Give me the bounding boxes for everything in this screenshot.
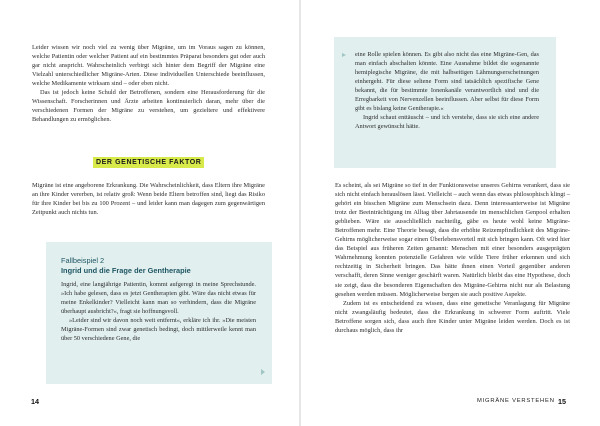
left-page [0,0,299,426]
running-title: MIGRÄNE VERSTEHEN [477,398,555,404]
right-body-text [335,181,570,335]
case-study-title: Ingrid und die Frage der Gentherapie [61,265,191,275]
section-heading: DER GENETISCHE FAKTOR [93,157,204,168]
intro-text [32,43,265,124]
intro-paragraph-2: Das ist jedoch keine Schuld der Betroffenen, sondern eine Herausforderung für die Wissenschaft. Forscherinnen und Ärzte arbeiten kontinuierlich daran, mehr über die verschiedenen Formen der Migräne zu verstehen, um gezieltere und effektivere Behandlungen zu ermöglichen. [32,89,265,124]
right-page [301,0,600,426]
case-study-box [46,242,272,384]
box-continued-paragraph-1: eine Rolle spielen können. Es gibt also nicht das eine Migräne-Gen, das man einfach abschalten könnte. Eine Ausnahme bildet die sogenannte hemiplegische Migräne, die mit halbseitigen Lähmungserscheinungen einhergeht. Für diese seltene Form sind tatsächlich spezifische Gene bekannt, die für bestimmte Ionenkanäle verantwortlich sind und die Erregbarkeit von Nervenzellen beeinflussen. Aber selbst für diese Form gibt es bislang keine Gentherapie.« [355,51,539,112]
case-study-box-continued [334,37,556,168]
body-paragraph-2: Zudem ist es entscheidend zu wissen, dass eine genetische Veranlagung für Migräne nicht zwangsläufig bedeutet, dass die Erkrankung in schwerer Form auftritt. Viele Betroffene sorgen sich, dass auch ihre Kinder unter Migräne leiden werden. Doch es ist durchaus möglich, dass ihr [335,299,570,334]
genetic-paragraph: Migräne ist eine angeborene Erkrankung. Die Wahrscheinlichkeit, dass Eltern ihre Migräne an ihre Kinder vererben, ist relativ groß: Wenn beide Eltern betroffen sind, liegt das Risiko für ihre Kinder bei bis zu 100 Prozent – und leider kann man dagegen zum gegenwärtigen Zeitpunkt auch nichts tun. [32,182,265,217]
page-number-right: 15 [558,397,566,406]
page-number-left: 14 [31,397,39,406]
intro-paragraph-1: Leider wissen wir noch viel zu wenig über Migräne, um im Voraus sagen zu können, welche Patientin oder welcher Patient auf ein bestimmtes Präparat besonders gut oder auch gar nicht anspricht. Wahrscheinlich verbirgt sich hinter dem Begriff der Migräne eine Vielzahl unterschiedlicher Migräne-Arten. Diese individuellen Unterschiede beeinflussen, welche Medikamente wirksam sind – oder eben nicht. [32,44,265,88]
body-paragraph-1: Es scheint, als sei Migräne so tief in der Funktionsweise unseres Gehirns verankert, dass sie sich nicht einfach herauslösen lässt. Vielleicht – auch wenn das etwas philosophisch klingt – gehört ein bisschen Migräne zum Menschsein dazu. Denn interessanterweise ist Migräne trotz der Beeinträchtigung im Alltag über Jahrtausende im menschlichen Genpool erhalten geblieben. Wäre sie ausschließlich nachteilig, gäbe es heute wohl keine Migräne-Betroffenen mehr. Eine Theorie besagt, dass die erhöhte Reizempfindlichkeit des Migräne-Gehirns möglicherweise sogar einen Überlebensvorteil mit sich bringen kann. Oft wird hier das Beispiel aus früheren Zeiten genannt: Menschen mit einer besonders ausgeprägten Wahrnehmung konnten potenzielle Gefahren wie wilde Tiere früher erkennen und sich rechtzeitig in Sicherheit bringen. Das hätte ihnen einen Vorteil gegenüber anderen verschafft, deren Sinne weniger geschärft waren. Natürlich bleibt das eine Hypothese, doch sie zeigt, dass die besonderen Eigenschaften des Migräne-Gehirns nicht nur als Belastung gesehen werden müssen. Möglicherweise bergen sie auch positive Aspekte. [335,182,570,298]
case-study-paragraph-2: »Leider sind wir davon noch weit entfernt«, erkläre ich ihr. »Die meisten Migräne-Formen sind zwar genetisch bedingt, doch mittlerweile kennt man über 50 verschiedene Gene, die [61,317,256,342]
case-study-label: Fallbeispiel 2 [61,256,105,265]
case-study-paragraph-1: Ingrid, eine langjährige Patientin, kommt aufgeregt in meine Sprechstunde. »Ich habe gelesen, dass es jetzt Gentherapien gibt. Wäre das nicht etwas für meine Enkelkinder? Vielleicht kann man so verhindern, dass die Migräne überhaupt ausbricht?«, fragt sie hoffnungsvoll. [61,281,256,315]
triangle-arrow-icon [342,53,346,57]
triangle-arrow-icon [261,369,265,375]
box-continued-paragraph-2: Ingrid schaut enttäuscht – und ich verstehe, dass sie sich eine andere Antwort gewünscht hätte. [355,114,539,130]
